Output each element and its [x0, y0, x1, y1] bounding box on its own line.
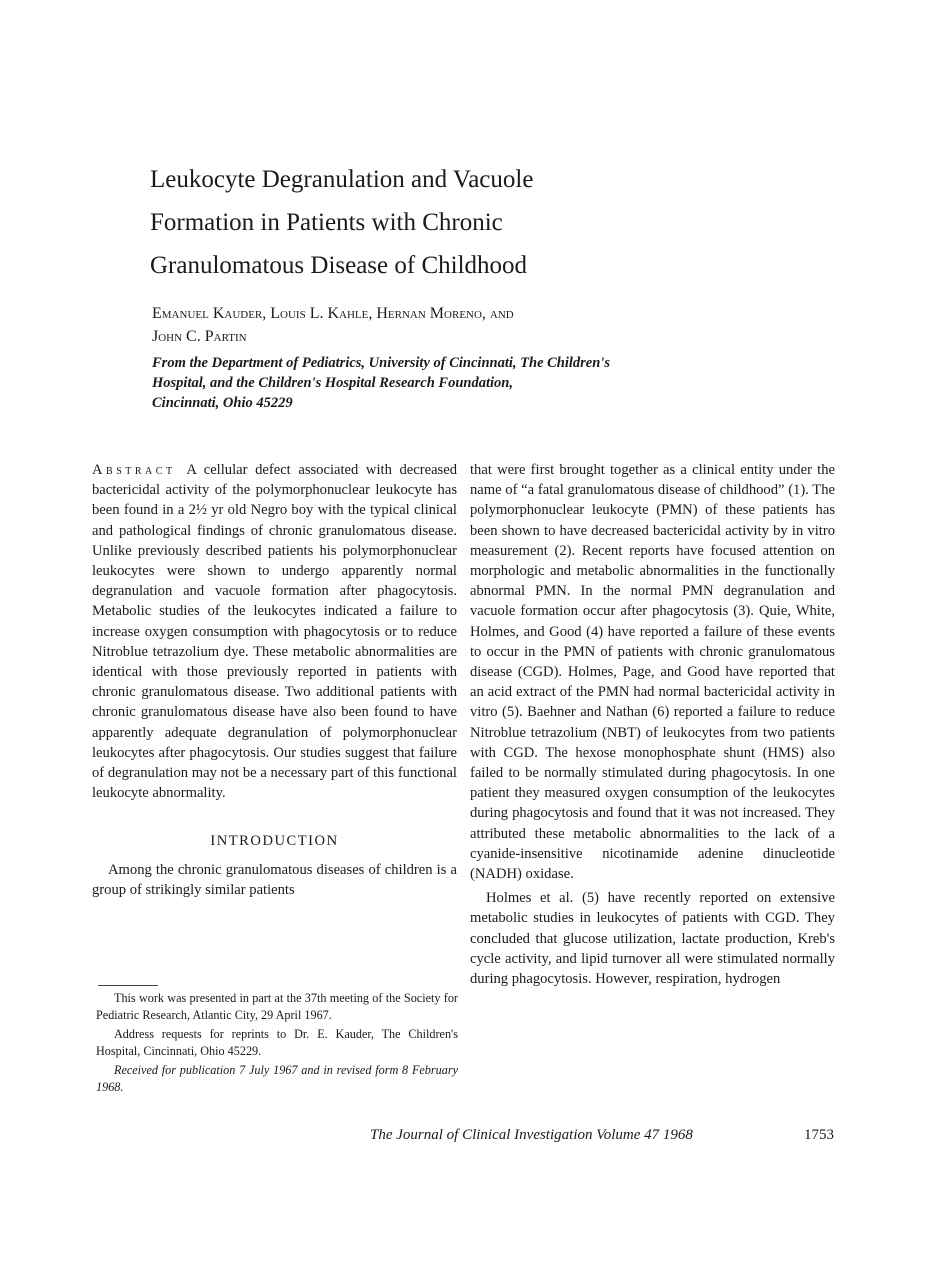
left-column — [92, 460, 457, 900]
intro-paragraph-2: Holmes et al. (5) have recently reported on extensive metabolic studies in leukocytes of patients with CGD. They concluded that glucose utilization, lactate production, Kreb's cycle activity, and lipid turnover all were stimulated normally during phagocytosis. However, respiration, hydrogen — [470, 890, 835, 988]
author-line: John C. Partin — [152, 328, 247, 345]
abstract — [92, 460, 457, 803]
footnote-rule — [98, 985, 158, 986]
intro-paragraph-continued: that were first brought together as a clinical entity under the name of “a fatal granulomatous disease of childhood” (1). The polymorphonuclear leukocyte (PMN) of these patients has been shown to have decreased bactericidal activity by in vitro measurement (2). Recent reports have focused attention on morphologic and metabolic abnormalities in the functionally abnormal PMN. In the normal PMN degranulation and vacuole formation occur after phagocytosis (3). Quie, White, Holmes, and Good (4) have reported a failure of these events to occur in the PMN of patients with chronic granulomatous disease (CGD). Holmes, Page, and Good have reported that an acid extract of the PMN had normal bactericidal activity in vitro (5). Baehner and Nathan (6) reported a failure to reduce Nitroblue tetrazolium (NBT) of leukocytes from two patients with CGD. The hexose monophosphate shunt (HMS) also failed to be normally stimulated during phagocytosis. In one patient they measured oxygen consumption of the leukocytes during phagocytosis and found that it was not increased. They attributed these metabolic abnormalities to the lack of a cyanide-insensitive nicotinamide adenine dinucleotide (NADH) oxidase. — [470, 462, 835, 883]
footnote-reprints: Address requests for reprints to Dr. E. Kauder, The Children's Hospital, Cincinnati, Ohio 45229. — [96, 1027, 458, 1058]
intro-paragraph-start: Among the chronic granulomatous diseases of children is a group of strikingly similar patients — [92, 861, 457, 898]
page-footer — [370, 1126, 840, 1144]
article-title — [150, 158, 790, 287]
journal-name: The Journal of Clinical Investigation — [370, 1127, 593, 1143]
introduction-heading: INTRODUCTION — [210, 833, 339, 850]
abstract-label: Abstract — [92, 462, 176, 478]
journal-year: 1968 — [662, 1127, 693, 1143]
author-list — [152, 302, 792, 348]
title-line: Formation in Patients with Chronic — [150, 209, 503, 236]
footnote-received: Received for publication 7 July 1967 and in revised form 8 February 1968. — [96, 1063, 458, 1094]
footnote-presentation: This work was presented in part at the 37th meeting of the Society for Pediatric Research, Atlantic City, 29 April 1967. — [96, 991, 458, 1022]
page-number: 1753 — [804, 1127, 834, 1143]
author-line: Emanuel Kauder, Louis L. Kahle, Hernan Moreno, and — [152, 305, 514, 322]
affiliation-line: Hospital, and the Children's Hospital Research Foundation, — [152, 375, 513, 391]
title-line: Leukocyte Degranulation and Vacuole — [150, 166, 534, 193]
affiliation — [152, 353, 792, 413]
affiliation-line: From the Department of Pediatrics, University of Cincinnati, The Children's — [152, 355, 610, 371]
abstract-text: A cellular defect associated with decreased bactericidal activity of the polymorphonuclear leukocyte has been found in a 2½ yr old Negro boy with the typical clinical and pathological findings of chronic granulomatous disease. Unlike previously described patients his polymorphonuclear leukocytes were shown to undergo apparently normal degranulation and vacuole formation after phagocytosis. Metabolic studies of the leukocytes indicated a failure to increase oxygen consumption with phagocytosis or to reduce Nitroblue tetrazolium dye. These metabolic abnormalities are identical with those previously reported in patients with chronic granulomatous disease. Two additional patients with chronic granulomatous disease have also been found to have apparently adequate degranulation of polymorphonuclear leukocytes after phagocytosis. Our studies suggest that failure of degranulation may not be a necessary part of this functional leukocyte abnormality. — [92, 462, 458, 802]
journal-volume: Volume 47 — [596, 1127, 660, 1143]
footnotes — [96, 985, 458, 1098]
affiliation-line: Cincinnati, Ohio 45229 — [152, 395, 293, 411]
right-column — [470, 460, 835, 989]
title-line: Granulomatous Disease of Childhood — [150, 252, 528, 279]
